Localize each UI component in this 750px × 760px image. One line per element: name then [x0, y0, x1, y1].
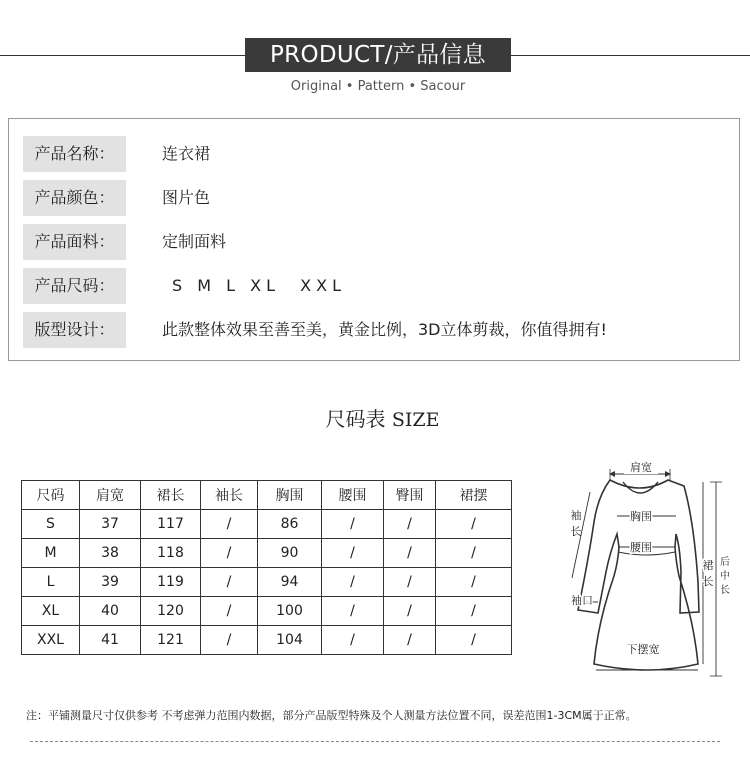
section-subtitle: Original • Pattern • Sacour	[290, 79, 466, 94]
table-cell: XXL	[22, 626, 80, 655]
table-cell: /	[201, 597, 258, 626]
table-cell: 119	[141, 568, 201, 597]
table-cell: /	[322, 510, 384, 539]
info-value: 图片色	[162, 188, 211, 207]
table-cell: /	[201, 539, 258, 568]
table-cell: /	[436, 510, 512, 539]
table-cell: 40	[80, 597, 141, 626]
table-header-cell: 尺码	[22, 481, 80, 510]
table-cell: 118	[141, 539, 201, 568]
table-cell: /	[322, 626, 384, 655]
label-shoulder: 肩宽	[630, 461, 652, 474]
dashed-divider	[30, 741, 720, 742]
table-header-row	[22, 481, 512, 510]
table-row	[22, 510, 512, 539]
table-cell: XL	[22, 597, 80, 626]
info-row-name	[9, 136, 739, 172]
dress-measurement-diagram	[548, 452, 748, 682]
table-cell: /	[436, 539, 512, 568]
table-cell: /	[384, 626, 436, 655]
info-row-fabric	[9, 224, 739, 260]
label-center-3: 长	[720, 585, 730, 596]
table-cell: /	[384, 539, 436, 568]
table-cell: 104	[258, 626, 322, 655]
info-label: 产品面料：	[23, 224, 126, 260]
label-sleeve-1: 袖	[570, 509, 582, 522]
label-dress-len-2: 长	[702, 575, 714, 588]
table-cell: 117	[141, 510, 201, 539]
table-cell: M	[22, 539, 80, 568]
size-chart-title	[0, 403, 750, 432]
table-header-cell: 裙长	[141, 481, 201, 510]
table-cell: /	[436, 568, 512, 597]
table-header-cell: 腰围	[322, 481, 384, 510]
label-center-2: 后	[720, 557, 730, 568]
info-value: 此款整体效果至善至美，黄金比例，3D立体剪裁，你值得拥有!	[162, 320, 607, 339]
info-label: 产品颜色：	[23, 180, 126, 216]
table-cell: /	[322, 597, 384, 626]
info-value: S M L XL XXL	[172, 276, 347, 295]
table-cell: /	[322, 568, 384, 597]
info-label: 产品尺码：	[23, 268, 126, 304]
table-header-cell: 胸围	[258, 481, 322, 510]
section-title: PRODUCT/产品信息	[245, 38, 511, 72]
size-title-cn: 尺码表	[325, 407, 386, 431]
header-line-left	[0, 55, 245, 56]
info-row-design	[9, 312, 739, 348]
label-center-1: 中	[720, 571, 730, 582]
info-label: 版型设计：	[23, 312, 126, 348]
table-cell: /	[436, 626, 512, 655]
table-cell: 39	[80, 568, 141, 597]
info-value: 定制面料	[162, 232, 227, 251]
header-line-right	[511, 55, 750, 56]
table-cell: 41	[80, 626, 141, 655]
info-label: 产品名称：	[23, 136, 126, 172]
table-row	[22, 597, 512, 626]
info-value: 连衣裙	[162, 144, 211, 163]
label-hem: 下摆宽	[626, 643, 660, 656]
table-cell: 86	[258, 510, 322, 539]
table-cell: /	[201, 626, 258, 655]
table-cell: 94	[258, 568, 322, 597]
table-cell: S	[22, 510, 80, 539]
table-cell: 120	[141, 597, 201, 626]
table-cell: 37	[80, 510, 141, 539]
table-cell: /	[384, 568, 436, 597]
dress-outline	[578, 480, 699, 670]
table-row	[22, 539, 512, 568]
label-chest: 胸围	[630, 510, 652, 523]
measurement-note: 注：平铺测量尺寸仅供参考 不考虑弹力范围内数据，部分产品版型特殊及个人测量方法位置不同，误差范围1-3CM属于正常。	[26, 709, 637, 722]
table-cell: 90	[258, 539, 322, 568]
table-header-cell: 臀围	[384, 481, 436, 510]
info-row-size	[9, 268, 739, 304]
table-cell: /	[201, 568, 258, 597]
table-header-cell: 裙摆	[436, 481, 512, 510]
table-cell: /	[384, 597, 436, 626]
label-dress-len-1: 裙	[702, 559, 714, 572]
label-sleeve-2: 长	[570, 525, 582, 538]
table-cell: /	[436, 597, 512, 626]
table-cell: 100	[258, 597, 322, 626]
table-cell: /	[201, 510, 258, 539]
table-cell: 121	[141, 626, 201, 655]
size-title-en: SIZE	[391, 409, 440, 431]
product-info-box	[8, 118, 740, 361]
table-row	[22, 568, 512, 597]
table-row	[22, 626, 512, 655]
table-cell: /	[384, 510, 436, 539]
table-cell: 38	[80, 539, 141, 568]
label-waist: 腰围	[630, 541, 652, 554]
table-header-cell: 肩宽	[80, 481, 141, 510]
size-table	[21, 480, 512, 655]
table-cell: L	[22, 568, 80, 597]
table-cell: /	[322, 539, 384, 568]
label-cuff: 袖口	[571, 594, 593, 607]
table-header-cell: 袖长	[201, 481, 258, 510]
info-row-color	[9, 180, 739, 216]
